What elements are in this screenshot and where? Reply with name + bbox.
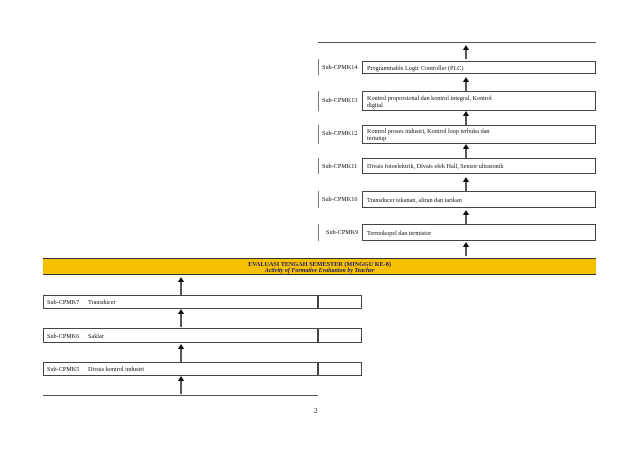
up-arrow-icon xyxy=(462,210,470,224)
cpmk-description: Programmable Logic Controller (PLC) xyxy=(367,64,464,72)
top-rule xyxy=(318,42,596,43)
up-arrow-icon xyxy=(462,177,470,191)
page-number: 2 xyxy=(314,407,318,415)
midterm-evaluation-banner xyxy=(43,258,596,275)
bottom-rule xyxy=(43,395,318,396)
cpmk-box xyxy=(362,224,596,241)
cpmk-box-extension xyxy=(318,362,362,376)
up-arrow-icon xyxy=(177,309,185,323)
cpmk-description: Termokopel dan termistor xyxy=(367,229,432,237)
up-arrow-icon xyxy=(462,111,470,125)
cpmk-description: Kontrol proporsional dan kontrol integral, Kontrol digital xyxy=(367,94,492,109)
cpmk-code: Sub-CPMK5 xyxy=(47,366,80,373)
cpmk-code: Sub-CPMK7 xyxy=(47,299,80,306)
cpmk-description: Divais kontrol industri xyxy=(88,366,145,373)
cpmk-box xyxy=(362,191,596,208)
cpmk-description: Kontrol proses industri, Kontrol loop terbuka dan tertutup xyxy=(367,128,490,142)
up-arrow-icon xyxy=(177,376,185,390)
cpmk-box xyxy=(43,328,318,343)
cpmk-description: Saklar xyxy=(88,332,104,340)
up-arrow-icon xyxy=(177,344,185,358)
midterm-title: EVALUASI TENGAH SEMESTER (MINGGU KE-8) xyxy=(248,261,391,268)
up-arrow-icon xyxy=(462,242,470,256)
cpmk-code: Sub-CPMK13 xyxy=(322,97,358,104)
cpmk-code: Sub-CPMK12 xyxy=(322,130,358,137)
cpmk-box xyxy=(362,158,596,174)
cpmk-box xyxy=(43,295,318,309)
cpmk-code: Sub-CPMK11 xyxy=(322,163,358,170)
cpmk-code: Sub-CPMK10 xyxy=(322,196,358,203)
midterm-subtitle: Activity of Formative Evaluation by Teacher xyxy=(264,267,375,274)
cpmk-box xyxy=(362,125,596,144)
cpmk-description: Divais fotoelektrik, Divais efek Hall, Sensor ultrasonik xyxy=(367,163,504,170)
cpmk-code: Sub-CPMK6 xyxy=(47,332,80,340)
cpmk-box xyxy=(43,362,318,376)
cpmk-box xyxy=(362,61,596,74)
cpmk-description: Transducer tekanan, aliran dan tarikan xyxy=(367,196,462,204)
up-arrow-icon xyxy=(462,77,470,91)
cpmk-box-extension xyxy=(318,295,362,309)
up-arrow-icon xyxy=(462,144,470,158)
cpmk-code: Sub-CPMK14 xyxy=(322,64,358,71)
up-arrow-icon xyxy=(462,45,470,59)
cpmk-box-extension xyxy=(318,328,362,343)
cpmk-box xyxy=(362,91,596,111)
up-arrow-icon xyxy=(177,277,185,291)
cpmk-description: Transducer xyxy=(88,299,116,306)
cpmk-code: Sub-CPMK9 xyxy=(326,229,359,236)
